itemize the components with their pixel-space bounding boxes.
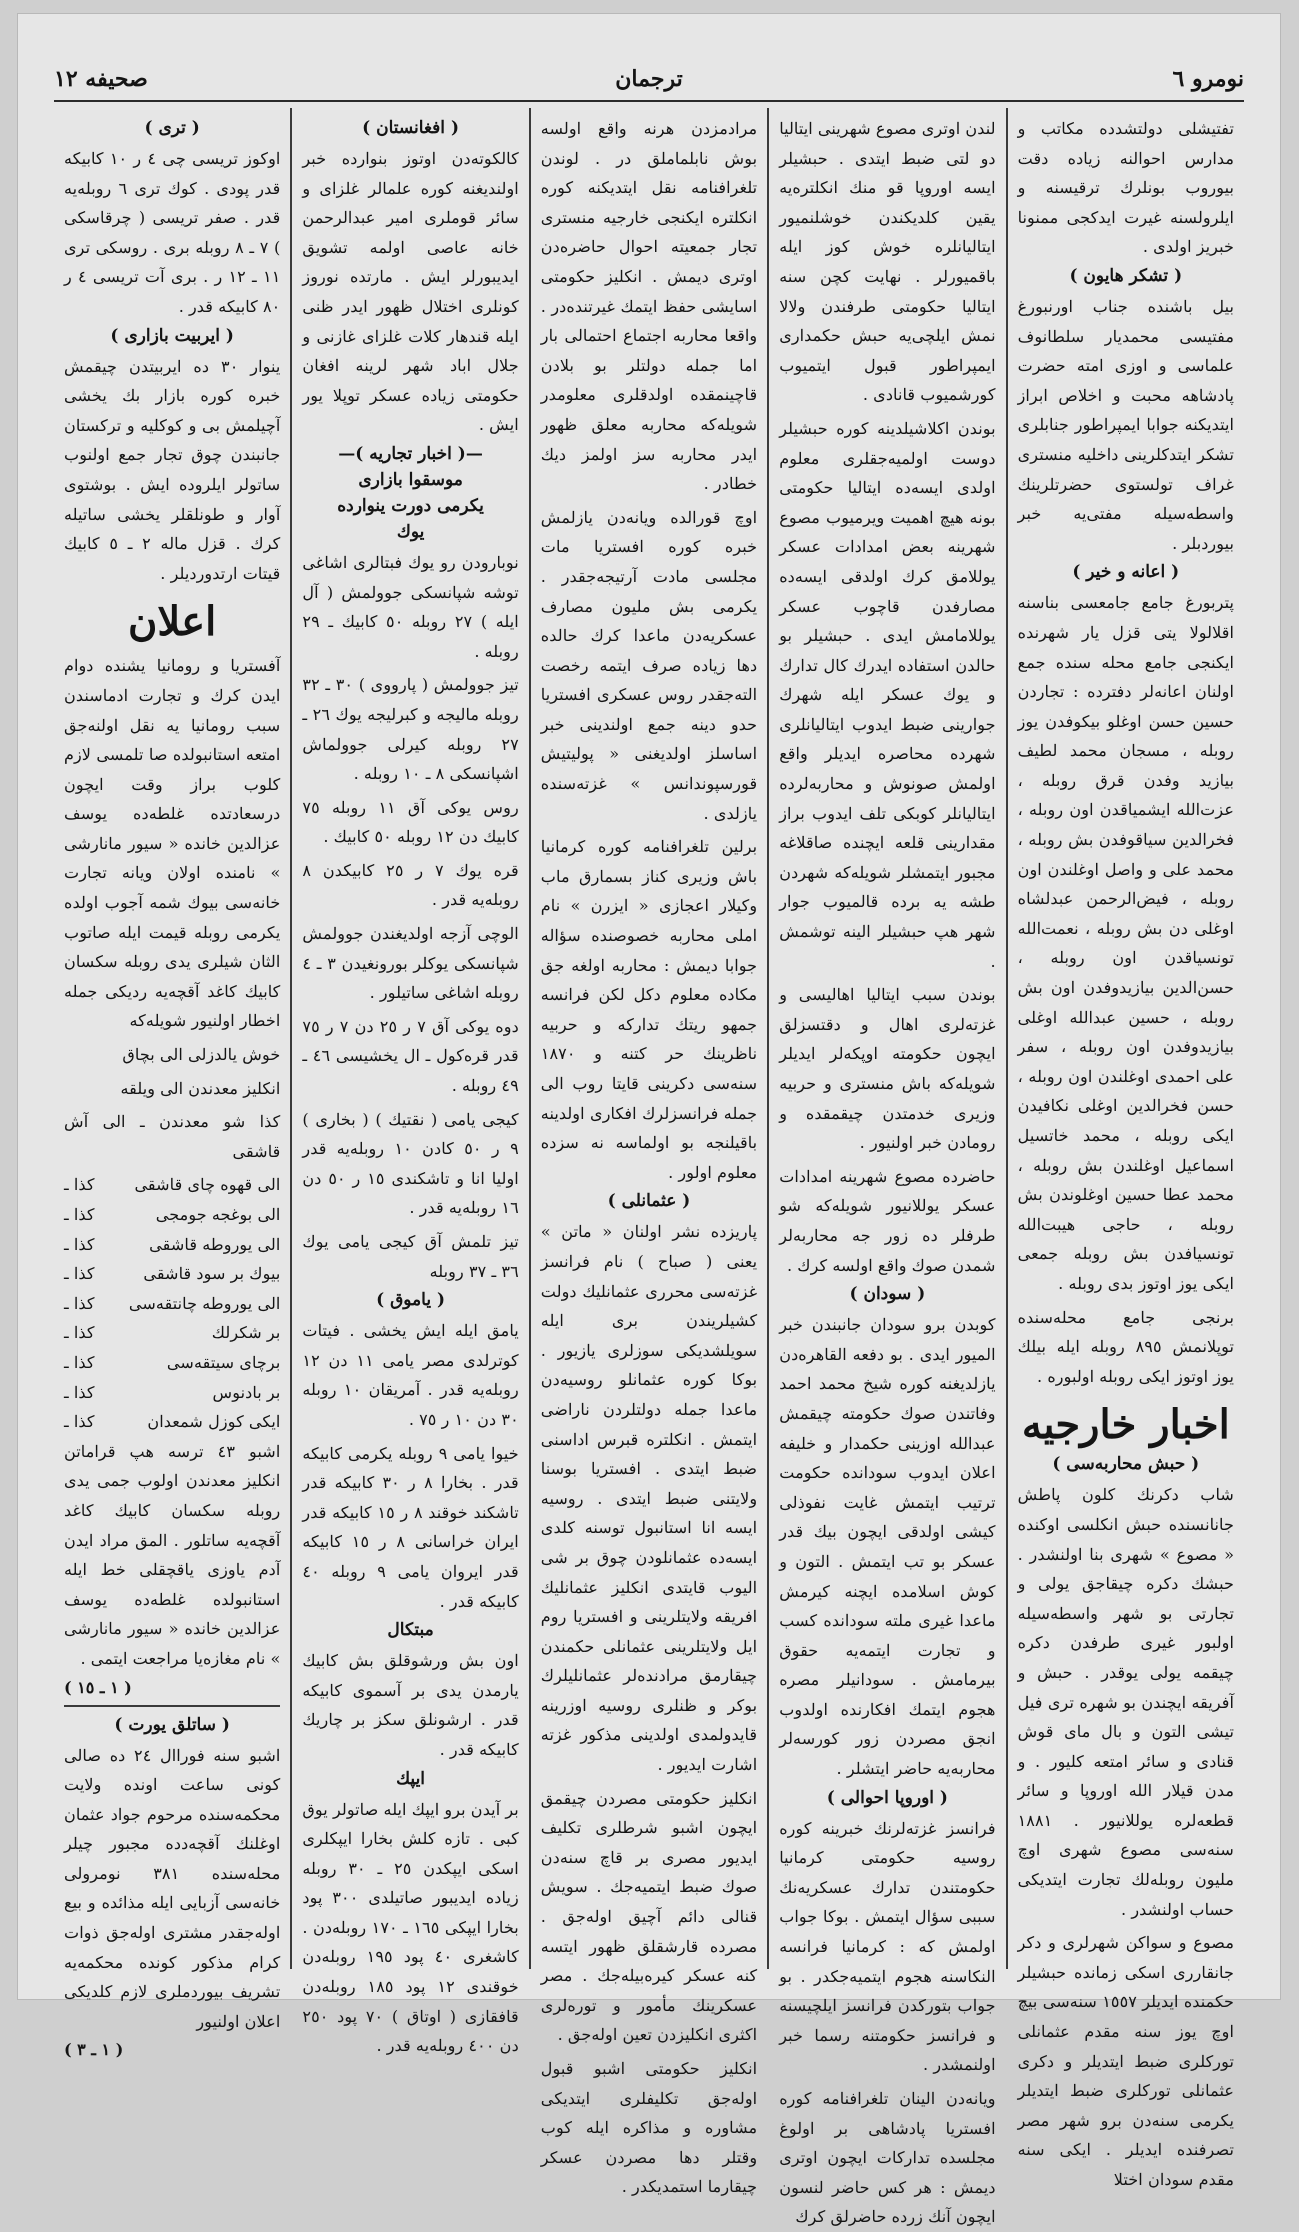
section-heading: ( ايربيت بازاری ) — [110, 325, 234, 346]
list-item-name: ايكی كوزل شمعدان — [147, 1412, 281, 1432]
column-4 — [290, 108, 528, 2056]
paragraph: روس يوكی آق ١١ روبله ٧٥ كابيك دن ١٢ روبله ٥٠ كابيك . — [302, 797, 519, 847]
paragraph: اشبو سنه فوراال ٢٤ ده صالی كونی ساعت اونده ولايت محكمه‌سنده مرحوم جواد عثمان اوغلنك آقچه‌دده مجبور چيلر محله‌سنده ٣٨١ نومرولی خانه‌سی آزبايی ايله مذائده و بيع اوله‌جقدر مشتری اوله‌جق ذوات كرام مذكور كونده محكمه‌يه تشريف بيوردملری لازم كلديكی اعلان اولنيور — [63, 1745, 281, 2031]
section-heading: ( عثمانلی ) — [607, 1191, 691, 1212]
paragraph: انكليز حكومتی مصردن چيقمق ايچون اشبو شرطلری تكليف ايديور مصری بر قاچ سنه‌دن صوك ضبط ايتميه‌جك . سويش قنالی دائم آچيق اوله‌جق . مصرده قارشقلق ظهور ايتسه كنه عسكر كيره‌بيله‌جك . مصر عسكرينك مأمور و توره‌لری اكثری انكليزدن تعين اوله‌جق . — [540, 1788, 758, 2045]
paragraph: پتربورغ جامع جامعسی بناسنه اقلالولا يتی قزل يار شهرنده ايكنجی جامع محله سنده جمع اولنان اعانه‌لر دفترده : تجاردن حسين حسن اوغلو بيكوفدن يوز روبله ، مسجان محمد لطيف بيازيد وفدن قرق روبله ، عزت‌الله ايشمياقدن اون روبله ، فخرالدين سياقوفدن بش روبله ، محمد علی و واصل اوغلندن اون روبله ، فيض‌الرحمن عبدلشاه اوغلی دن بش روبله ، نعمت‌الله تونسياقدن اون روبله ، حسن‌الدين بيازيدوفدن اون بش روبله ، حسين عبدالله اوغلی بيازيدوفدن اون روبله ، سفر علی احمدی اوغلندن اون روبله ، حسن فخرالدين اوغلی نكافيدن ايكی روبله ، محمد خاتسيل اسماعيل اوغلندن بش روبله ، محمد عطا حسين اوغلوندن بش روبله ، حاجی هيبت‌الله تونسيافدن بش روبله جمعی ايكی يوز اوتوز بدی روبله . — [1017, 593, 1234, 1293]
paragraph: حاضرده مصوع شهرينه امدادات عسكر يوللانيور شويله‌كه شو طرفلر ده زور جه محاربه‌لر شمدن صوك واقع اولسه كرك . — [779, 1166, 996, 1275]
list-item — [64, 1378, 280, 1408]
list-item-name: الی يوروطه چانتقه‌سی — [128, 1293, 281, 1313]
masthead — [54, 60, 1244, 102]
paragraph: بوندن سبب ايتاليا اهاليسی و غزته‌لری اهال و دقتسزلق ايچون حكومته اوپكه‌لر ايديلر شويله‌كه باش منستری و حربيه وزيری خدمتدن چيقمقده و رومادن خبر اولنيور . — [779, 985, 996, 1153]
list-item-ditto: كذا ـ — [63, 1234, 95, 1254]
list-item-ditto: كذا ـ — [63, 1412, 95, 1432]
section-heading: ( حبش محاربه‌سی ) — [1052, 1454, 1200, 1475]
column-3 — [529, 108, 767, 2197]
paragraph: ينوار ٣٠ ده ايربيتدن چيقمش خبره كوره بازار بك يخشی آچيلمش بی و كوكليه و تركستان جانبندن چوق تجار جمع اولنوب ساتولر ايلروده ايش . بوشتوی آوار و طونلقلر يخشی ساتيله كرك . قزل ماله ٢ ـ ٥ كابيك قيتات ارتدورديلر . — [63, 356, 281, 583]
list-item-ditto: كذا ـ — [63, 1264, 95, 1284]
paragraph: اون بش ورشوقلق بش كابيك يارمدن يدی بر آسموی كابيكه قدر . ارشونلق سكز بر چاريك كابيكه قدر . — [302, 1651, 519, 1759]
paragraph: قره يوك ٧ ر ٢٥ كابيكدن ٨ روبله‌يه قدر . — [302, 860, 519, 910]
list-item — [64, 1259, 280, 1289]
list-item — [64, 1200, 280, 1230]
list-item — [64, 1407, 280, 1437]
section-heading: يكرمی دورت ينوارده — [337, 495, 484, 516]
paragraph: كوبدن برو سودان جانبندن خبر الميور ايدی . بو دفعه القاهره‌دن يازلديغنه كوره شيخ محمد احمد وفاتندن صوك حكومته چيقمش عبدالله اوزينی حكمدار و خليفه اعلان ايدوب سودانده حكومت ترتيب ايتمش غايت نفوذلی كيشی اولدقی ايچون بيك قدر عسكر بو تب ايتمش . التون و كوش اسلامده ايچنه كيرمش ماعدا غيری ملته سودانده كسب و تجارت ايتمه‌يه حقوق بيرمامش . سودانيلر مصره هجوم ايتمك افكارنده اولدوب انجق مصردن زور كورسه‌لر محاربه‌يه حاضر ايتشلر . — [779, 1315, 996, 1779]
list-item-ditto: كذا ـ — [63, 1205, 95, 1224]
paragraph: كذا شو معدندن ـ الی آش قاشقی — [63, 1112, 281, 1161]
issue-tag: ( ١ ـ ١٥ ) — [63, 1677, 132, 1697]
article-columns — [54, 108, 1244, 2227]
paragraph: بوندن اكلاشيلدينه كوره حبشيلر دوست اولميه‌جقلری معلوم اولدی ايسه‌ده ايتاليا حكومتی بونه هيچ اهميت ويرميوب مصوع شهرينه بعض امدادات عسكر يوللامق كرك اولدقی ايسه‌ده مصارفدن قاچوب عسكر يوللامامش ايدی . حبشيلر بو حالدن استفاده ايدرك كال تدارك و يوك عسكر ايله شهرك جوارينی ضبط ايدوب ايتاليانلری شهرده محاصره ايديلر واقع اولمش صونوش و محاربه‌لرده ايتاليانلر كوبكی تلف ايدوب براز مقدارينی قلعه ايچنده صاقلاغه مجبور ايتمشلر شويله‌كه شهردن طشه يه برده قالميوب جوار شهر هپ حبشيلر الينه توشمش . — [779, 418, 996, 971]
paragraph: كيجی يامی ( نقتيك ) ( بخاری ) ٩ ر ٥٠ كادن ١٠ روبله‌يه قدر اوليا انا و تاشكندی ١٥ ر ٥٠ دن ١٦ روبله‌يه قدر . — [302, 1109, 519, 1218]
section-heading: ( سودان ) — [849, 1284, 926, 1305]
paragraph: اشبو ٤٣ ترسه هپ قراماتن انكليز معدندن اولوب جمی يدی روبله سكسان كابيك كاغد آقچه‌يه ساتلور . المق مراد ايدن آدم ياوزی ياقچقلی خط ايله استانبولده غلطه‌ده يوسف عزالدين خانده « سيور مانارشی » نام مغازه‌يا مراجعت ايتمی . — [63, 1441, 281, 1668]
paragraph: مصوع و سواكن شهرلری و دكر جانقارری اسكی زمانده حبشيلر حكمنده ايديلر ١٥٥٧ سنه‌سی بيچ اوچ يوز سنه مقدم عثمانلی توركلری ضبط ايتديلر و دكری عثمانلی توركلری ضبط ايتديلر يكرمی سنه‌دن برو شهر مصر تصرفنده ايديلر . ايكی سنه مقدم سودان اختلا — [1017, 1933, 1234, 2189]
paragraph: الوچی آزجه اولديغندن جوولمش شپانسكی يوكلر بورونغيدن ٣ ـ ٤ روبله اشاغی ساتيلور . — [302, 924, 519, 1003]
section-heading: ( تری ) — [144, 118, 200, 138]
paragraph: تفتيشلی دولتشدده مكاتب و مدارس احوالنه زياده دقت بيوروب بونلرك ترقيسنه و ايلرولسنه غيرت ايدكجی ممنونا خبريز اولدی . — [1017, 119, 1234, 257]
list-item-ditto: كذا ـ — [63, 1293, 95, 1313]
list-item-name: بر شكرلك — [211, 1323, 281, 1343]
list-item-name: الی قهوه چای قاشقی — [134, 1175, 281, 1195]
paragraph: برلين تلغرافنامه كوره كرمانيا باش وزيری كناز بسمارق ماب وكيلار اعجازی « ايزرن » نام املی محاربه خصوصنده سؤاله جوابا ديمش : محاربه اولغه جق مكاده معلوم دكل لكن فرانسه جمهو ريتك تداركه و حربيه ناظرينك حر كتنه و ١٨٧٠ سنه‌سی دكرينی قايتا روب الی جمله فرانسزلرك افكاری اولدينه باقيلنجه بو اولماسه نه سزده معلوم اولور . — [540, 837, 758, 1182]
issue-number: نومرو ٦ — [1172, 66, 1244, 92]
paragraph: اوكوز تريسی چی ٤ ر ١٠ كابيكه قدر پودی . كوك تری ٦ روبله‌يه قدر . صفر تريسی ( چرقاسكی ) ٧ ـ ٨ روبله بری . روسكی تری ١١ ـ ١٢ ر . بری آت تريسی ٤ ر ٨٠ كابيكه قدر . — [63, 149, 281, 316]
column-2 — [767, 108, 1005, 2227]
newspaper-title: ترجمان — [615, 66, 683, 92]
section-heading: ( افغانستان ) — [362, 118, 459, 138]
paragraph: تيز تلمش آق كيجی يامی يوك ٣٦ ـ ٣٧ روبله — [302, 1232, 519, 1281]
list-item — [64, 1348, 280, 1378]
column-1 — [1006, 108, 1244, 2189]
list-item — [64, 1170, 280, 1200]
paragraph: پاريزده نشر اولنان « ماتن » يعنی ( صباح ) نام فرانسز غزته‌سی محرری عثمانليك دولت كشيلريندن بری ايله سويلشديكی سوزلری يازيور . بوكا كوره عثمانلو روسيه‌دن ماعدا جمله دولتلردن ناراضی ايتمش . انكلتره قبرس اداسنی ضبط ايتدی . افستريا بوسنا ولايتنی ضبط ايتدی . روسيه ايسه انا استانبول توسنه كلدی ايسه‌ده عثمانلودن چوق بر شی اليوب قايتدی انكليز عثمانليك افريقه ولايتلرينی و افستريا روم ايل ولايتلرينی عثمانلی حكمندن چيقارمق مرادنده‌لر عثمانليلرك بوكر و ظنلری روسيه اوزرينه قايدولمدی اولدينی مذكور غزته اشارت ايديور . — [540, 1222, 758, 1775]
paragraph: لندن اوتری مصوع شهرينی ايتاليا دو لتی ضبط ايتدی . حبشيلر ايسه اوروپا قو منك انكلتره‌يه يقين كلديكندن خوشلنميور ايتاليانلره خوش كوز ايله باقميورلر . نهايت كچن سنه ايتاليا حكومتی طرفندن ولالا نمش ايلچی‌يه حبش حكمدارى ايمپراطور قبول ايتميوب كورشميوب قانادی . — [779, 119, 996, 405]
paragraph: نوبارودن رو يوك فبتالرى اشاغی توشه شپانسكی جوولمش ( آل ايله ) ٢٧ روبله ٥٠ كابيك ـ ٢٩ روبله . — [302, 552, 519, 661]
paragraph: يامق ايله ايش يخشی . فيتات كوترلدی مصر يامی ١١ دن ١٢ روبله‌يه قدر . آمريقان ١٠ روبله ٣٠ دن ١٠ ر ٧٥ . — [302, 1321, 519, 1429]
list-item-name: بيوك بر سود قاشقی — [143, 1264, 281, 1284]
section-heading: مبتكال — [387, 1620, 434, 1641]
section-heading: ( تشكر هايون ) — [1069, 265, 1183, 286]
list-item — [64, 1318, 280, 1348]
paragraph: تيز جوولمش ( پارووی ) ٣٠ ـ ٣٢ روبله ماليجه و كبرليجه يوك ٢٦ ـ ٢٧ روبله كيرلی جوولماش اشپانسكی ٨ ـ ١٠ روبله . — [302, 675, 519, 784]
section-heading: موسقوا بازاری — [358, 469, 463, 490]
list-item-name: برچای سيتقه‌سی — [166, 1352, 281, 1372]
paragraph: آفستريا و رومانيا يشنده دوام ايدن كرك و تجارت ادماسندن سبب رومانيا يه نقل اولنه‌جق امتعه استانبولده صا تلمسی لازم كلوب براز وقت ايچون درسعادتده غلطه‌ده يوسف عزالدين خانده « سيور مانارشی » نامنده اولان ويانه تجارت خانه‌سی بيوك شمه آجوب اولده يكرمی روبله قيمت ايله صاتوب الثان شيلری يدی روبله سكسان كابيك كاغد آقچه‌يه رديكی جمله اخطار اولنيور شويله‌كه — [63, 656, 281, 1031]
column-5 — [54, 108, 290, 2060]
section-heading: ( ساتلق يورت ) — [114, 1714, 230, 1735]
paragraph: ويانه‌دن الينان تلغرافنامه كوره افستريا پادشاهی بر اولوغ مجلسده تداركات ايچون اوتری ديمش : هر كس حاضر لنسون ايچون آنك زرده حاضرلق كرك — [779, 2089, 996, 2227]
list-item — [64, 1230, 280, 1260]
column-divider — [64, 1705, 280, 1707]
paragraph: خيوا يامی ٩ روبله يكرمی كابيكه قدر . بخارا ٨ ر ٣٠ كابيكه قدر تاشكند خوقند ٨ ر ١٥ كابيكه قدر ايران خراسانی ٨ ر ١٥ كابيكه قدر ايروان يامی ٩ روبله ٤٠ كابيكه قدر . — [302, 1443, 519, 1611]
paragraph: خوش يالدزلی الی بچاق — [122, 1045, 281, 1065]
list-item-name: بر بادنوس — [212, 1382, 281, 1402]
large-heading: اعلان — [128, 598, 217, 646]
list-item-name: الی بوغجه جومجی — [155, 1205, 281, 1224]
section-heading: ( اوروپا احوالی ) — [826, 1787, 948, 1808]
large-heading: اخبار خارجيه — [1021, 1401, 1230, 1449]
paragraph: كالكوته‌دن اوتوز بنوارده خبر اولنديغنه كوره علمالر غلزای و سائر قوملری امير عبدالرحمن خانه عاصی اولمه تشويق ايديبورلر ايش . مارتده نوروز كونلری اختلال ظهور ايدر ظنی ايله قندهار كلات غلزای غازنی و جلال اباد شهر لرينه افغان حكومتی زياده عسكر توپلا يور ايش . — [302, 149, 519, 435]
paragraph: انكليز حكومتی اشبو قبول اوله‌جق تكليفلری ايتديكی مشاوره و مذاكره ايله كوب وقتلر دها مصردن عسكر چيقارما استمديكدر . — [540, 2059, 758, 2197]
list-item — [64, 1289, 280, 1319]
list-item-ditto: كذا ـ — [63, 1382, 95, 1402]
paragraph: مرادمزدن هرنه واقع اولسه بوش نابلماملق در . لوندن تلغرافنامه نقل ايتديكنه كوره انكلتره ايكنجی خارجيه منستری تجار جمعيته احوال حاضره‌دن اوتری ديمش . انكليز حكومتی اسايشی حفظ ايتمك غيرتنده‌در . واقعا محاربه اجتماع احتمالی بار اما جمله دولتلر بو بلادن قاچينمقده اولدقلری معلومدر شويله‌كه محاربه معلق ظهور ايدر محاربه سز اولمز ديك خطادر . — [540, 119, 758, 494]
paragraph: بر آيدن برو ايپك ايله صاتولر يوق كبی . تازه كلش بخارا ايپكلری اسكی ايپكدن ٢٥ ـ ٣٠ روبله زياده ايديبور صاتيلدی ٣٠٠ پود بخارا ايپكی ١٦٥ ـ ١٧٠ روبله‌دن . كاشغری ٤٠ پود ١٩٥ روبله‌دن خوقندی ١٢ پود ١٨٥ روبله‌دن قافقازی ( اوتاق ) ٧٠ پود ٢٥٠ دن ٤٠٠ روبله‌يه قدر . — [302, 1799, 519, 2056]
section-heading: يوك — [396, 521, 425, 542]
paragraph: اوچ قورالده ويانه‌دن يازلمش خبره كوره افستريا مات مجلسی مادت آرتيجه‌جقدر . يكرمی بش مليون مصارف عسكريه‌دن ماعدا كرك حالده دها زياده صرف ايتمه رخصت الته‌جقدر روس عسكری افستريا حدو دينه جمع اولندينی خبر اساسلز اولديغنی « پوليتيش قورسپوندانس » غزته‌سنده يازلدی . — [540, 507, 758, 823]
paragraph: برنجی جامع محله‌سنده توپلانمش ٨٩٥ روبله ايله بيلك يوز اوتوز ايكی روبله اولبوره . — [1017, 1307, 1234, 1386]
list-item-ditto: كذا ـ — [63, 1352, 95, 1372]
list-item-ditto: كذا ـ — [63, 1175, 95, 1195]
issue-tag: ( ١ ـ ٣ ) — [63, 2040, 124, 2060]
paragraph: دوه يوكی آق ٧ ر ٢٥ دن ٧ ر ٧٥ قدر قره‌كول ـ ال يخشيسی ٤٦ ـ ٤٩ روبله . — [302, 1016, 519, 1096]
section-heading: ( ياموق ) — [376, 1290, 446, 1311]
list-item-name: الی يوروطه قاشقی — [149, 1234, 281, 1254]
section-heading: —( اخبار تجاريه )— — [338, 443, 483, 464]
newspaper-page — [18, 14, 1280, 2227]
paragraph: بيل باشنده جناب اورنبورغ مفتيسی محمديار سلطانوف علماسی و اوزی امته حضرت پادشاهه محبت و اخلاص ابراز ايتديكنه جوابا ايمپراطور جنابلری تشكر ايتدكلرينی داخليه منستری غراف تولستوی حضرتلرينك واسطه‌سيله مفتی‌يه خبر بيوردبلر . — [1017, 296, 1234, 553]
section-heading: ايپك — [396, 1768, 426, 1789]
paragraph: شاب دكرنك كلون پاطش جانانسنده حبش انكلسی اوكنده « مصوع » شهری بنا اولنشدر . حبشك دكره چيقاجق يولی و تجارتی بو شهر واسطه‌سيله اولبور غيری طرفدن دكره چيقمه يولی يوقدر . حبش و آفريقه ايچندن بو شهره تری فيل تيشی التون و بال مای قوش قنادی و سائر امتعه كليور . و مدن قيلار الله اوروپا و سائر قطعه‌لره يوللانيور . ١٨٨١ سنه‌سی مصوع شهری اوچ مليون روبله‌لك تجارت ايتديكی حساب اولنشدر . — [1017, 1485, 1234, 1919]
section-heading: ( اعانه و خير ) — [1072, 562, 1180, 583]
list-item-ditto: كذا ـ — [63, 1323, 95, 1343]
page-number: صحيفه ١٢ — [54, 66, 148, 92]
paragraph: فرانسز غزته‌لرنك خبرينه كوره روسيه حكومتی كرمانيا حكومتندن تدارك عسكريه‌نك سببی سؤال ايتمش . بوكا جواب اولمش كه : كرمانيا فرانسه النكاسنه هجوم ايتميه‌جكدر . بو جواب بتوركدن فرانسز ايلچيسنه و فرانسز حكومتنه رسما خبر اولنمشدر . — [779, 1818, 996, 2075]
paragraph: انكليز معدندن الی ويلقه — [120, 1078, 281, 1098]
